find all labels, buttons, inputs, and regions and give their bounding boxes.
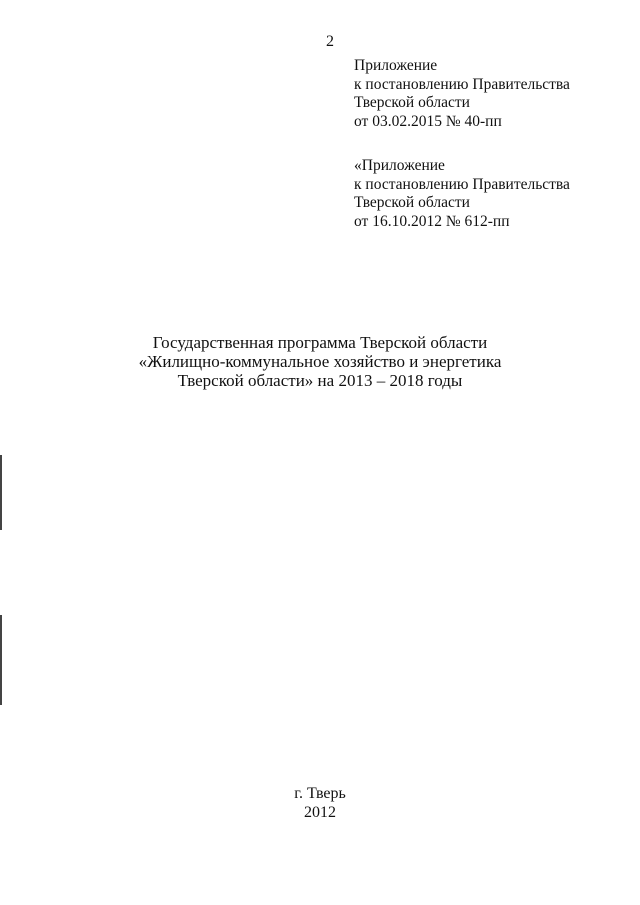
appendix-original-date-number: от 16.10.2012 № 612-пп [354,212,510,230]
program-title-line-1: Государственная программа Тверской области [152,333,488,352]
appendix-original-heading: «Приложение [354,157,445,174]
scan-edge-mark-upper [0,455,2,530]
appendix-current-date-number: от 03.02.2015 № 40-пп [354,112,502,130]
appendix-current-decree: к постановлению Правительства [354,75,570,93]
program-title-line-2: «Жилищно-коммунальное хозяйство и энергетика [138,352,502,371]
program-title [40,333,600,390]
page-number: 2 [326,33,334,50]
appendix-current-heading: Приложение [354,57,438,74]
appendix-original-region: Тверской области [354,194,470,211]
appendix-original-block [354,157,634,231]
appendix-current-block [354,57,634,131]
appendix-current-region: Тверской области [354,94,470,111]
scan-edge-mark-lower [0,615,2,705]
footer-year: 2012 [304,804,336,821]
program-title-line-3: Тверской области» на 2013 – 2018 годы [177,371,463,390]
footer-place-year [220,784,420,822]
footer-city: г. Тверь [294,785,346,802]
appendix-original-decree: к постановлению Правительства [354,175,570,193]
